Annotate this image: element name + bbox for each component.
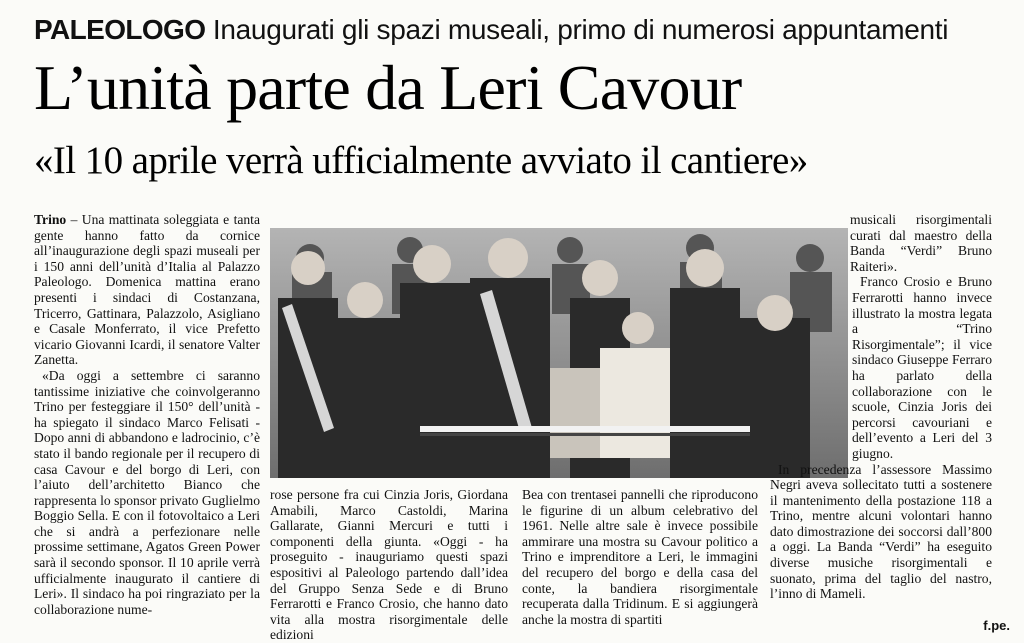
subheadline: «Il 10 aprile verrà ufficialmente avviato il cantiere» — [34, 139, 808, 182]
dateline: Trino — [34, 212, 67, 227]
headline: L’unità parte da Leri Cavour — [34, 52, 742, 123]
paragraph: Bea con trentasei pannelli che riproducono le figurine di un album celebrativo del 1961. Nelle altre sale è invece possibile ammirare una mostra su Cavour politico a Trino e imprenditore a Leri, le immagini del recupero del borgo e della casa del conte, la bandiera risorgimentale recuperata dalla Tridinum. E si aggiungerà anche la mostra di spartiti — [522, 487, 758, 627]
article-column-4 — [770, 212, 992, 617]
article-column-3 — [522, 487, 758, 627]
paragraph: rose persone fra cui Cinzia Joris, Giordana Amabili, Marco Castoldi, Marina Gallarate, Gianni Mercuri e tutti i componenti della giunta. «Oggi - ha proseguito - inauguriamo questi spazi espositivi al Paleologo partendo dall’idea del Gruppo Senza Sede e di Bruno Ferrarotti e Franco Crosio, che hanno dato vita alla mostra risorgimentale delle edizioni — [270, 487, 508, 643]
paragraph: In precedenza l’assessore Massimo Negri aveva sollecitato tutti a sostenere il mantenimento della postazione 118 a Trino, mentre alcuni volontari hanno dato dimostrazione dei soccorsi dall’800 a oggi. La Banda “Verdi” ha eseguito diverse musiche risorgimentali e suonato, prima del taglio del nastro, l’inno di Mameli. — [770, 461, 992, 602]
paragraph: «Da oggi a settembre ci saranno tantissime iniziative che coinvolgeranno Trino per festeggiare il 150° dell’unità - ha spiegato il sindaco Marco Felisati - Dopo anni di abbandono e ladrocinio, c’è stato il bando regionale per il recupero di casa Cavour e del borgo di Leri, con l’aiuto dell’architetto Bianco che rappresenta lo sponsor privato Guglielmo Boggio Sella. E con il fotovoltaico a Leri che si andrà a perfezionare nelle prossime settimane, Agatos Green Power sarà il secondo sponsor. Il 10 aprile verrà ufficialmente inaugurato il cantiere di Leri». Il sindaco ha poi ringraziato per la collaborazione nume- — [34, 367, 260, 617]
kicker-tag: PALEOLOGO — [34, 14, 206, 45]
article-column-1 — [34, 212, 260, 617]
ribbon-cutting-photo — [270, 228, 848, 478]
article-column-2 — [270, 487, 508, 643]
paragraph: Trino – Una mattinata soleggiata e tanta gente hanno fatto da cornice all’inaugurazione degli spazi museali per i 150 anni dell’unità d’Italia al Palazzo Paleologo. Domenica mattina erano presenti i sindaci di Costanzana, Tricerro, Gattinara, Palazzolo, Asigliano e Casale Monferrato, il vice Prefetto vicario Giovanni Icardi, il senatore Valter Zanetta. — [34, 212, 260, 368]
paragraph: Franco Crosio e Bruno Ferrarotti hanno invece illustrato la mostra legata a “Trino Risorgimentale”; il vice sindaco Giuseppe Ferraro ha parlato della collaborazione con le scuole, Cinzia Joris dei percorsi cavouriani e dell’evento a Leri del 3 giugno. — [852, 274, 992, 461]
paragraph: musicali risorgimentali curati dal maestro della Banda “Verdi” Bruno Raiteri». — [850, 212, 992, 274]
kicker — [34, 14, 1004, 46]
kicker-text: Inaugurati gli spazi museali, primo di numerosi appuntamenti — [212, 14, 949, 45]
byline: f.pe. — [983, 618, 1010, 633]
